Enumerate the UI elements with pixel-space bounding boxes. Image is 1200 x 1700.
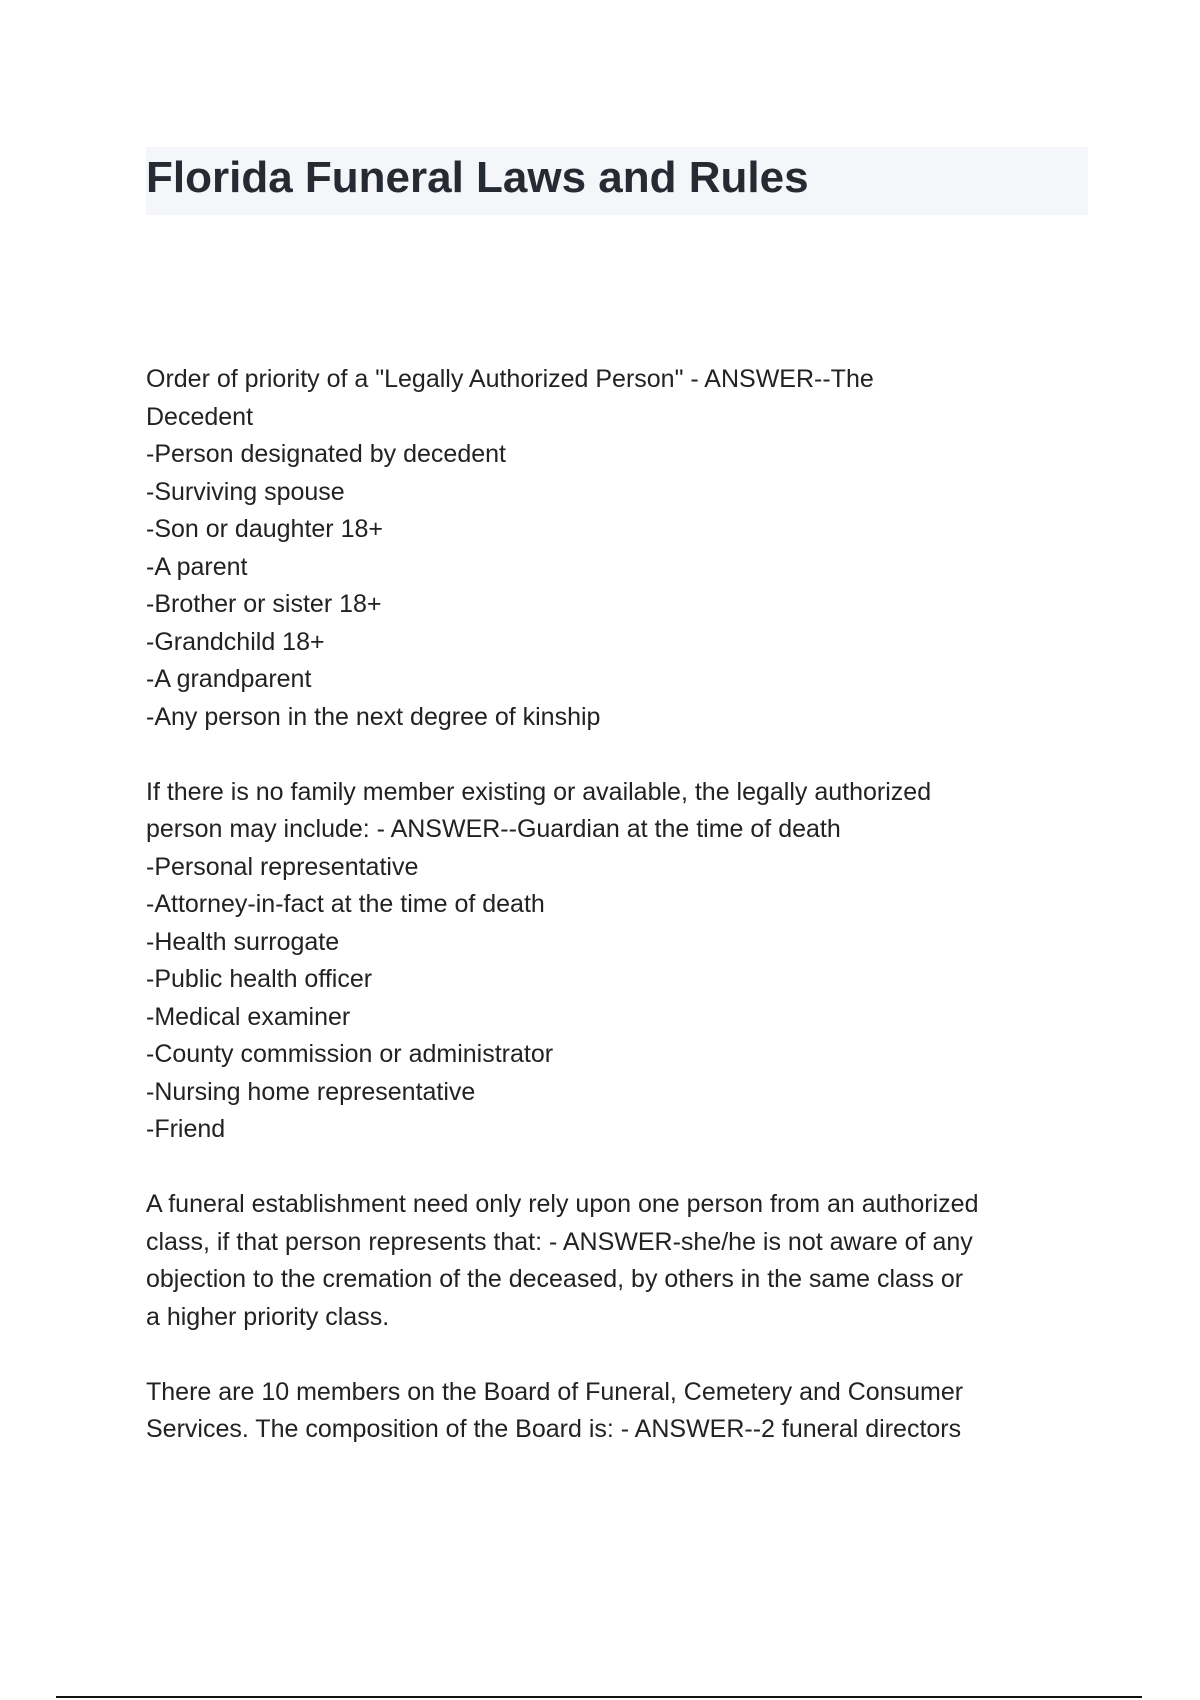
text-line: -Brother or sister 18+ [146,590,382,618]
text-line: Order of priority of a "Legally Authorized Person" - ANSWER--The [146,365,874,393]
text-line: -Friend [146,1115,226,1143]
qa-paragraph [146,1374,1106,1449]
text-line: -A grandparent [146,665,312,693]
text-line: -Health surrogate [146,927,340,956]
text-line: A funeral establishment need only rely upon one person from an authorized [146,1190,979,1218]
text-line: -A parent [146,552,248,581]
text-line: -Surviving spouse [146,477,345,506]
text-line: -County commission or administrator [146,1040,554,1068]
qa-paragraph [146,1186,1106,1336]
text-line: -Grandchild 18+ [146,627,325,656]
footer-divider [56,1696,1142,1698]
text-line: Decedent [146,402,254,431]
text-line: -Son or daughter 18+ [146,515,383,543]
text-line: person may include: - ANSWER--Guardian at the time of death [146,815,841,843]
text-line: -Any person in the next degree of kinship [146,702,601,731]
text-line: -Medical examiner [146,1002,351,1031]
text-line: -Nursing home representative [146,1077,476,1106]
qa-paragraph [146,774,1106,1149]
text-line: class, if that person represents that: - ANSWER-she/he is not aware of any [146,1227,973,1256]
text-line: -Personal representative [146,852,419,881]
text-line: objection to the cremation of the deceased, by others in the same class or [146,1265,964,1293]
text-line: If there is no family member existing or available, the legally authorized [146,777,932,806]
text-line: There are 10 members on the Board of Funeral, Cemetery and Consumer [146,1377,964,1406]
text-line: -Attorney-in-fact at the time of death [146,890,545,918]
text-line: a higher priority class. [146,1302,390,1331]
text-line: Services. The composition of the Board is: - ANSWER--2 funeral directors [146,1415,962,1443]
qa-paragraph [146,361,1106,736]
document-body [146,361,1106,1486]
text-line: -Person designated by decedent [146,440,506,468]
document-title: Florida Funeral Laws and Rules [146,153,809,202]
text-line: -Public health officer [146,965,373,993]
